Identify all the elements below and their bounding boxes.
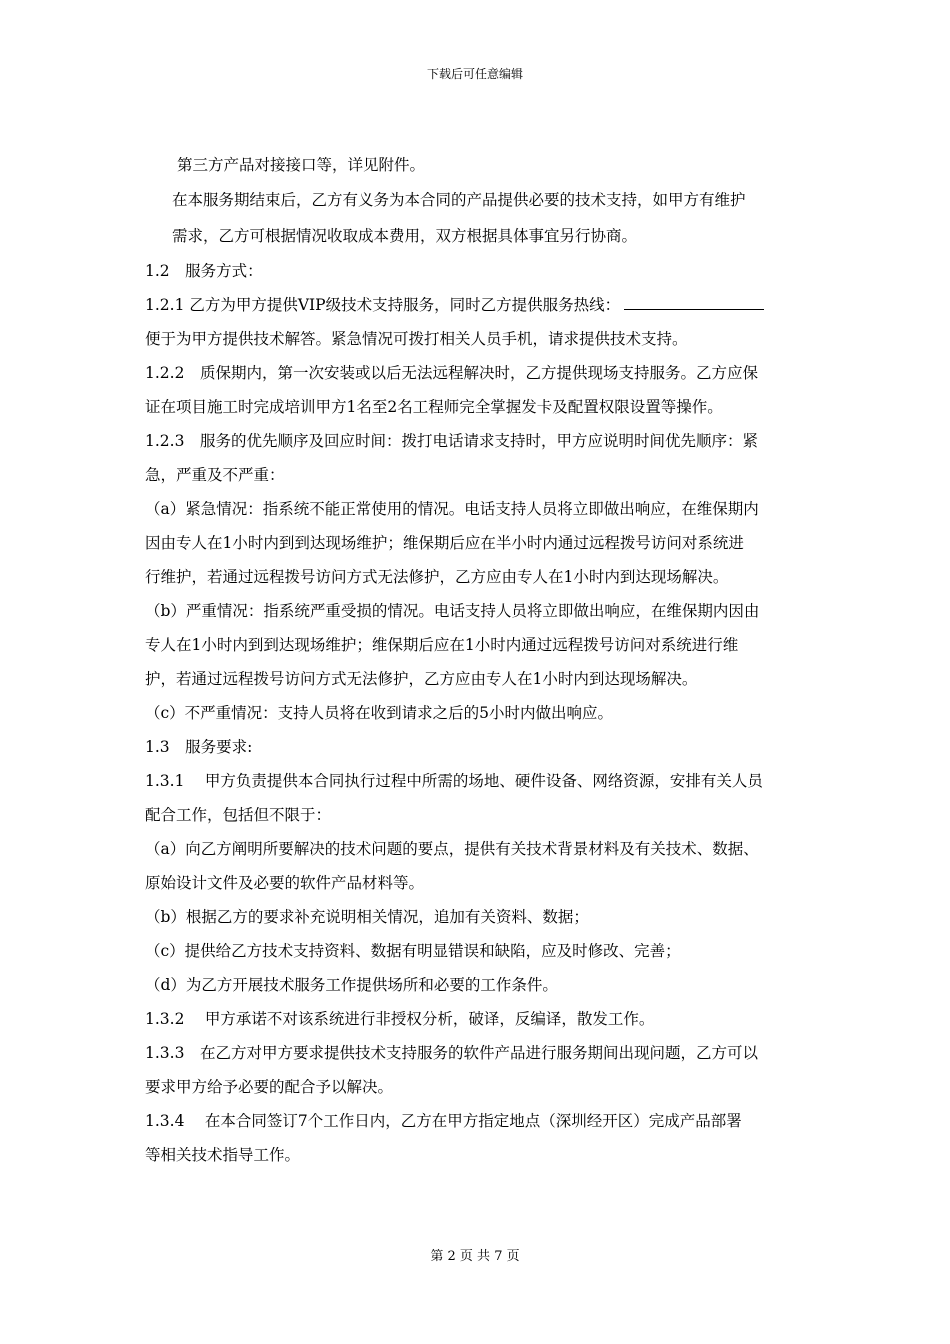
paragraph-line: （c）不严重情况：支持人员将在收到请求之后的5小时内做出响应。: [145, 704, 614, 722]
paragraph-line: （a）紧急情况：指系统不能正常使用的情况。电话支持人员将立即做出响应，在维保期内: [145, 500, 759, 518]
paragraph-line: （b）严重情况：指系统严重受损的情况。电话支持人员将立即做出响应，在维保期内因由: [145, 602, 760, 620]
paragraph-line: （b）根据乙方的要求补充说明相关情况，追加有关资料、数据；: [145, 908, 589, 926]
paragraph-line: [145, 288, 817, 322]
paragraph-line: 1.3.1 甲方负责提供本合同执行过程中所需的场地、硬件设备、网络资源，安排有关人员: [145, 772, 763, 790]
paragraph-line: （a）向乙方阐明所要解决的技术问题的要点，提供有关技术背景材料及有关技术、数据、: [145, 840, 759, 858]
section-heading: 1.2 服务方式：: [145, 262, 263, 280]
paragraph-line: 第三方产品对接接口等，详见附件。: [177, 156, 426, 174]
section-heading: 1.3 服务要求:: [145, 738, 253, 756]
paragraph-line: 原始设计文件及必要的软件产品材料等。: [145, 874, 425, 892]
page-footer: 第 2 页 共 7 页: [430, 1249, 520, 1264]
paragraph-line: 证在项目施工时完成培训甲方1名至2名工程师完全掌握发卡及配置权限设置等操作。: [145, 398, 723, 416]
paragraph-line: 需求，乙方可根据情况收取成本费用，双方根据具体事宜另行协商。: [172, 227, 638, 245]
paragraph-line: 等相关技术指导工作。: [145, 1146, 301, 1164]
paragraph-line: 在本服务期结束后，乙方有义务为本合同的产品提供必要的技术支持，如甲方有维护: [172, 191, 746, 209]
paragraph-line: 行维护，若通过远程拨号访问方式无法修护，乙方应由专人在1小时内到达现场解决。: [145, 568, 729, 586]
paragraph-line: 专人在1小时内到到达现场维护；维保期后应在1小时内通过远程拨号访问对系统进行维: [145, 636, 739, 654]
paragraph-line: 护，若通过远程拨号访问方式无法修护，乙方应由专人在1小时内到达现场解决。: [145, 670, 698, 688]
paragraph-line: （c）提供给乙方技术支持资料、数据有明显错误和缺陷，应及时修改、完善；: [145, 942, 681, 960]
page-header: 下载后可任意编辑: [426, 67, 523, 81]
paragraph-line: 要求甲方给予必要的配合予以解决。: [145, 1078, 394, 1096]
paragraph-line: 急，严重及不严重：: [145, 466, 285, 484]
paragraph-line: 1.2.3 服务的优先顺序及回应时间：拨打电话请求支持时，甲方应说明时间优先顺序：紧: [145, 432, 758, 450]
paragraph-line: 配合工作，包括但不限于：: [145, 806, 332, 824]
document-body: [145, 148, 817, 1172]
paragraph-line: 1.3.4 在本合同签订7个工作日内，乙方在甲方指定地点（深圳经开区）完成产品部署: [145, 1112, 742, 1130]
paragraph-line: 1.2.2 质保期内，第一次安装或以后无法远程解决时，乙方提供现场支持服务。乙方应保: [145, 364, 758, 382]
paragraph-line: （d）为乙方开展技术服务工作提供场所和必要的工作条件。: [145, 976, 558, 994]
paragraph-line: 1.3.3 在乙方对甲方要求提供技术支持服务的软件产品进行服务期间出现问题，乙方可以: [145, 1044, 758, 1062]
paragraph-line: 1.3.2 甲方承诺不对该系统进行非授权分析，破译，反编译，散发工作。: [145, 1010, 655, 1028]
paragraph-line-text: 1.2.1 乙方为甲方提供VIP级技术支持服务，同时乙方提供服务热线：: [145, 296, 621, 314]
paragraph-line: 因由专人在1小时内到到达现场维护；维保期后应在半小时内通过远程拨号访问对系统进: [145, 534, 744, 552]
hotline-blank: [624, 292, 764, 310]
paragraph-line: 便于为甲方提供技术解答。紧急情况可拨打相关人员手机，请求提供技术支持。: [145, 330, 688, 348]
